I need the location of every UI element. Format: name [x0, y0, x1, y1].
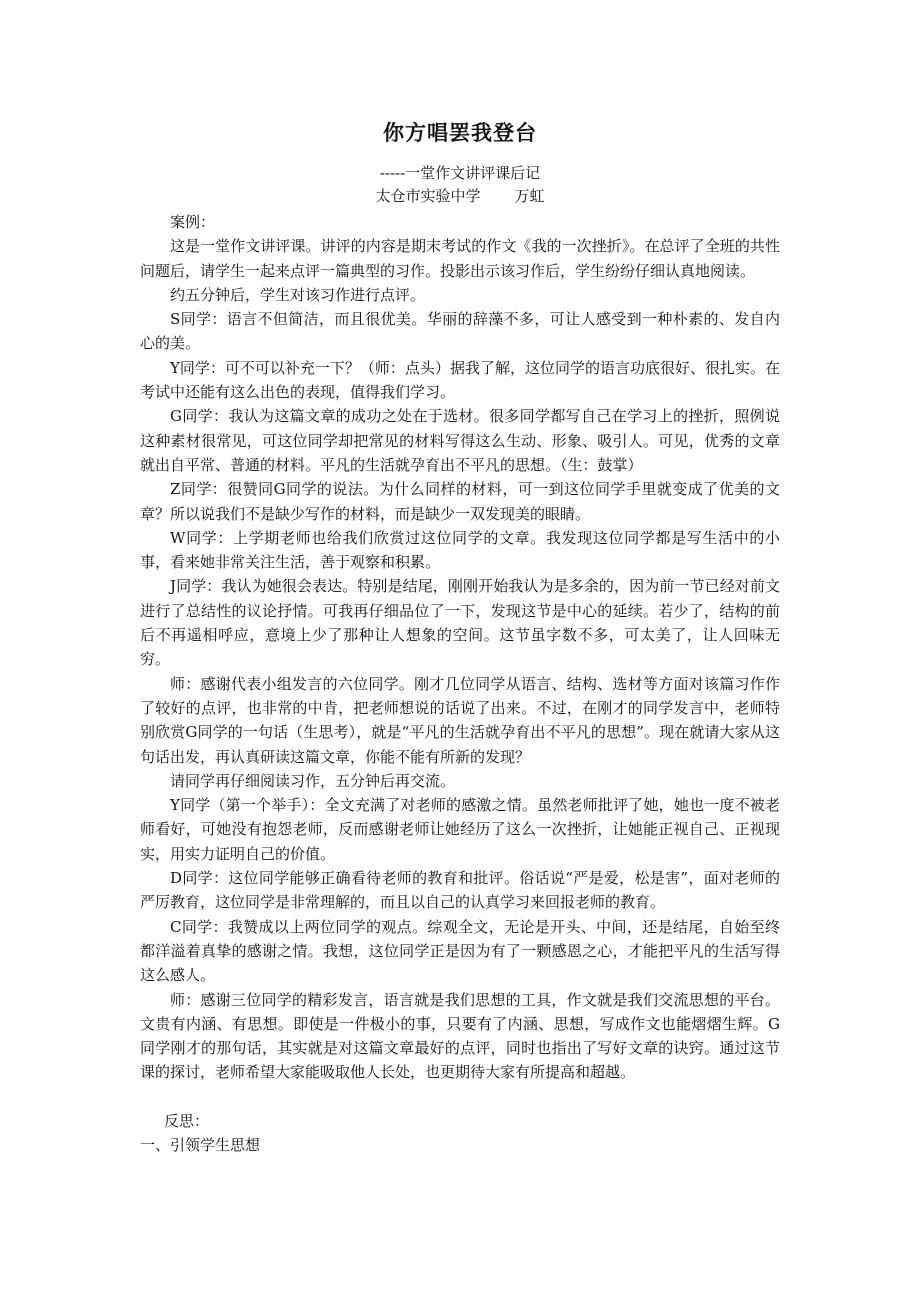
document-body: [140, 210, 780, 1085]
paragraph: 师：感谢三位同学的精彩发言，语言就是我们思想的工具，作文就是我们交流思想的平台。文贵有内涵、有思想。即使是一件极小的事，只要有了内涵、思想，写成作文也能熠熠生辉。G同学刚才的那句话，其实就是对这篇文章最好的点评，同时也指出了写好文章的诀窍。通过这节课的探讨，老师希望大家能吸取他人长处，也更期待大家有所提高和超越。: [140, 990, 780, 1082]
author-name: 万虹: [514, 187, 545, 205]
paragraph: W同学：上学期老师也给我们欣赏过这位同学的文章。我发现这位同学都是写生活中的小事，看来她非常关注生活，善于观察和积累。: [140, 528, 780, 572]
paragraph: J同学：我认为她很会表达。特别是结尾，刚刚开始我认为是多余的，因为前一节已经对前文进行了总结性的议论抒情。可我再仔细品位了一下，发现这节是中心的延续。若少了，结构的前后不再遥相呼应，意境上少了那种让人想象的空间。这节虽字数不多，可太美了，让人回味无穷。: [140, 577, 780, 669]
paragraph: Y同学（第一个举手）：全文充满了对老师的感激之情。虽然老师批评了她，她也一度不被老师看好，可她没有抱怨老师，反而感谢老师让她经历了这么一次挫折，让她能正视自己、正视现实，用实力证明自己的价值。: [140, 796, 780, 863]
paragraph: 师：感谢代表小组发言的六位同学。刚才几位同学从语言、结构、选材等方面对该篇习作作了较好的点评，也非常的中肯，把老师想说的话说了出来。不过，在刚才的同学发言中，老师特别欣赏G同学的一句话（生思考），就是“平凡的生活就孕育出不平凡的思想”。现在就请大家从这句话出发，再认真研读这篇文章，你能不能有所新的发现？: [140, 674, 780, 766]
document-title: 你方唱罢我登台: [383, 120, 537, 145]
paragraph: C同学：我赞成以上两位同学的观点。综观全文，无论是开头、中间，还是结尾，自始至终都洋溢着真挚的感谢之情。我想，这位同学正是因为有了一颗感恩之心，才能把平凡的生活写得这么感人。: [140, 917, 780, 985]
school-name: 太仓市实验中学: [375, 187, 481, 205]
paragraph: 请同学再仔细阅读习作，五分钟后再交流。: [170, 771, 456, 790]
paragraph: G同学：我认为这篇文章的成功之处在于选材。很多同学都写自己在学习上的挫折，照例说这种素材很常见，可这位同学却把常见的材料写得这么生动、形象、吸引人。可见，优秀的文章就出自平常、普通的材料。平凡的生活就孕育出不平凡的思想。（生：鼓掌）: [140, 407, 780, 474]
document-page: [140, 118, 780, 1157]
paragraph: 约五分钟后，学生对该习作进行点评。: [170, 285, 426, 304]
case-label: 案例：: [170, 213, 216, 231]
paragraph: S同学：语言不但简洁，而且很优美。华丽的辞藻不多，可让人感受到一种朴素的、发自内心的美。: [140, 310, 780, 353]
section-heading: 一、引领学生思想: [140, 1135, 261, 1154]
paragraph: Y同学：可不可以补充一下？（师：点头）据我了解，这位同学的语言功底很好、很扎实。在考试中还能有这么出色的表现，值得我们学习。: [140, 358, 780, 402]
document-subtitle: -----一堂作文讲评课后记: [379, 164, 541, 182]
paragraph: Z同学：很赞同G同学的说法。为什么同样的材料，可一到这位同学手里就变成了优美的文章？所以说我们不是缺少写作的材料，而是缺少一双发现美的眼睛。: [140, 480, 780, 523]
author-line: [140, 185, 780, 208]
reflection-label: 反思：: [164, 1111, 210, 1130]
paragraph: 这是一堂作文讲评课。讲评的内容是期末考试的作文《我的一次挫折》。在总评了全班的共性问题后，请学生一起来点评一篇典型的习作。投影出示该习作后，学生纷纷仔细认真地阅读。: [140, 237, 780, 280]
paragraph: D同学：这位同学能够正确看待老师的教育和批评。俗话说“严是爱，松是害”，面对老师的严厉教育，这位同学是非常理解的，而且以自己的认真学习来回报老师的教育。: [140, 869, 780, 912]
